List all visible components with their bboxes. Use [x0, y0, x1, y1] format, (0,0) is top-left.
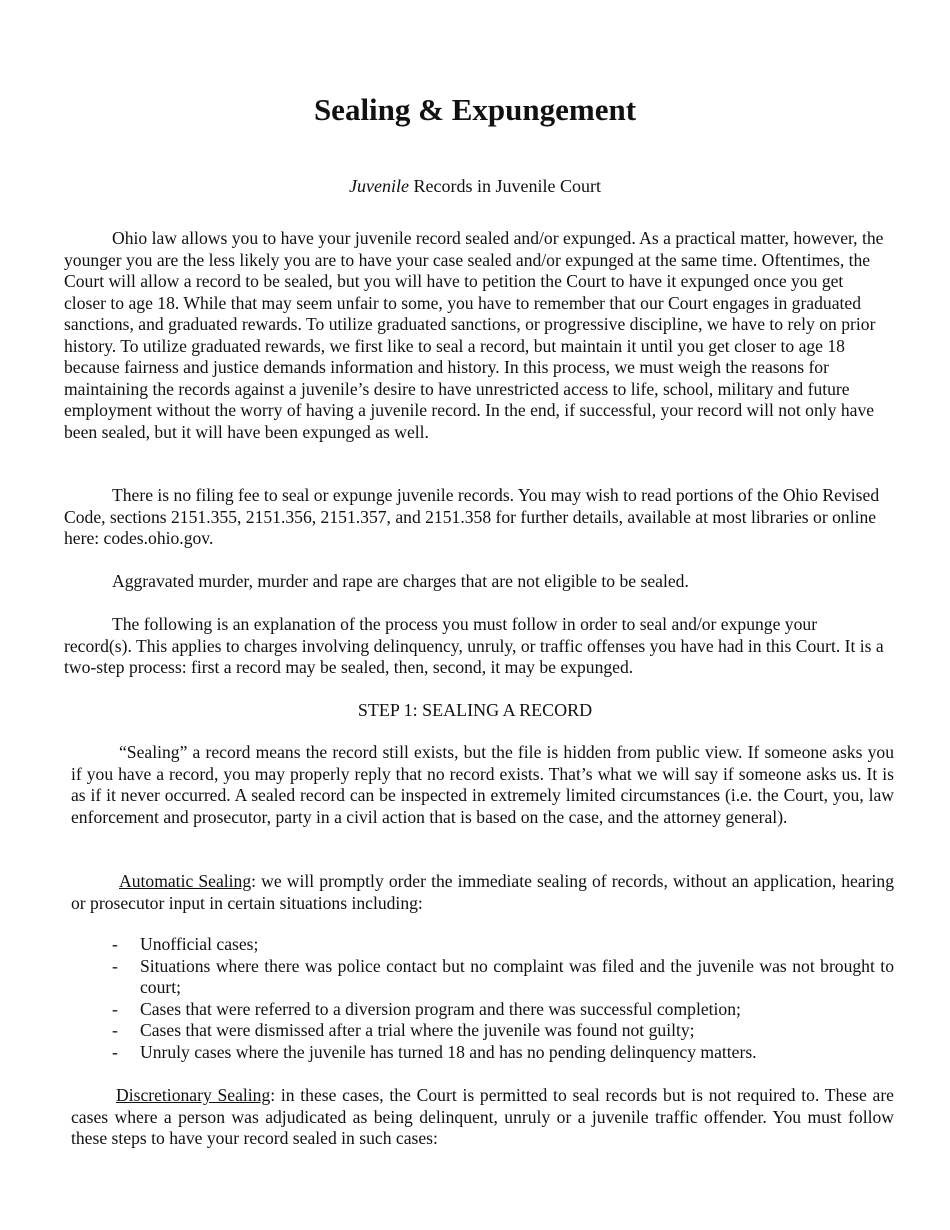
list-item-text: Unofficial cases;	[140, 934, 259, 954]
discretionary-sealing-text: : in these cases, the Court is permitted to seal records but is not required to. These are cases where a person was adjudicated as being delinquent, unruly or a juvenile traffic offender. You must follow these steps to have your record sealed in such cases:	[71, 1085, 894, 1148]
subtitle-italic: Juvenile	[349, 176, 409, 196]
ineligible-charges-paragraph: Aggravated murder, murder and rape are charges that are not eligible to be sealed.	[112, 571, 689, 591]
list-dash: -	[112, 1041, 118, 1062]
list-dash: -	[112, 1020, 118, 1040]
list-item	[112, 1042, 894, 1064]
step1-heading: STEP 1: SEALING A RECORD	[357, 700, 593, 720]
list-item	[112, 934, 894, 956]
discretionary-sealing-paragraph	[71, 1085, 894, 1150]
page-title: Sealing & Expungement	[313, 92, 637, 127]
page-subtitle	[0, 173, 950, 199]
list-item-text: Situations where there was police contact but no complaint was filed and the juvenile was not brought to court;	[140, 955, 894, 997]
automatic-sealing-list	[112, 934, 894, 1063]
list-item	[112, 956, 894, 999]
intro-paragraph: Ohio law allows you to have your juvenile record sealed and/or expunged. As a practical matter, however, the younger you are the less likely you are to have your case sealed and/or expunged at the same time. Oftentimes, the Court will allow a record to be sealed, but you will have to petition the Court to have it expunged once you get closer to age 18. While that may seem unfair to some, you have to remember that our Court engages in graduated sanctions, and graduated rewards. To utilize graduated sanctions, or progressive discipline, we have to rely on prior history. To utilize graduated rewards, we first like to seal a record, but maintain it until you get closer to age 18 because fairness and justice demands information and history. In this process, we must weigh the reasons for maintaining the records against a juvenile’s desire to have unrestricted access to life, school, military and future employment without the worry of having a juvenile record. In the end, if successful, your record will not only have been sealed, but it will have been expunged as well.	[64, 228, 884, 442]
list-dash: -	[112, 955, 118, 976]
automatic-sealing-text: : we will promptly order the immediate sealing of records, without an application, hearing or prosecutor input in certain situations including:	[71, 871, 894, 913]
list-dash: -	[112, 934, 118, 954]
list-item-text: Cases that were dismissed after a trial where the juvenile was found not guilty;	[140, 1020, 695, 1040]
list-item	[112, 1020, 894, 1042]
list-dash: -	[112, 998, 118, 1019]
subtitle-rest: Records in Juvenile Court	[408, 176, 601, 196]
list-item	[112, 999, 894, 1021]
process-explanation-paragraph: The following is an explanation of the process you must follow in order to seal and/or expunge your record(s). This applies to charges involving delinquency, unruly, or traffic offenses you have had in this Court. It is a two-step process: first a record may be sealed, then, second, it may be expunged.	[64, 614, 884, 677]
sealing-definition-paragraph: “Sealing” a record means the record still exists, but the file is hidden from public view. If someone asks you if you have a record, you may properly reply that no record exists. That’s what we will say if someone asks us. It is as if it never occurred. A sealed record can be inspected in extremely limited circumstances (i.e. the Court, you, law enforcement and prosecutor, party in a civil action that is based on the case, and the attorney general).	[71, 742, 894, 827]
list-item-text: Cases that were referred to a diversion program and there was successful completion;	[140, 998, 741, 1019]
list-item-text: Unruly cases where the juvenile has turned 18 and has no pending delinquency matters.	[140, 1041, 757, 1062]
filing-fee-paragraph: There is no filing fee to seal or expunge juvenile records. You may wish to read portions of the Ohio Revised Code, sections 2151.355, 2151.356, 2151.357, and 2151.358 for further details, available at most libraries or online here: codes.ohio.gov.	[64, 485, 880, 548]
discretionary-sealing-label: Discretionary Sealing	[116, 1085, 271, 1105]
automatic-sealing-label: Automatic Sealing	[119, 871, 252, 891]
automatic-sealing-paragraph	[71, 871, 894, 914]
